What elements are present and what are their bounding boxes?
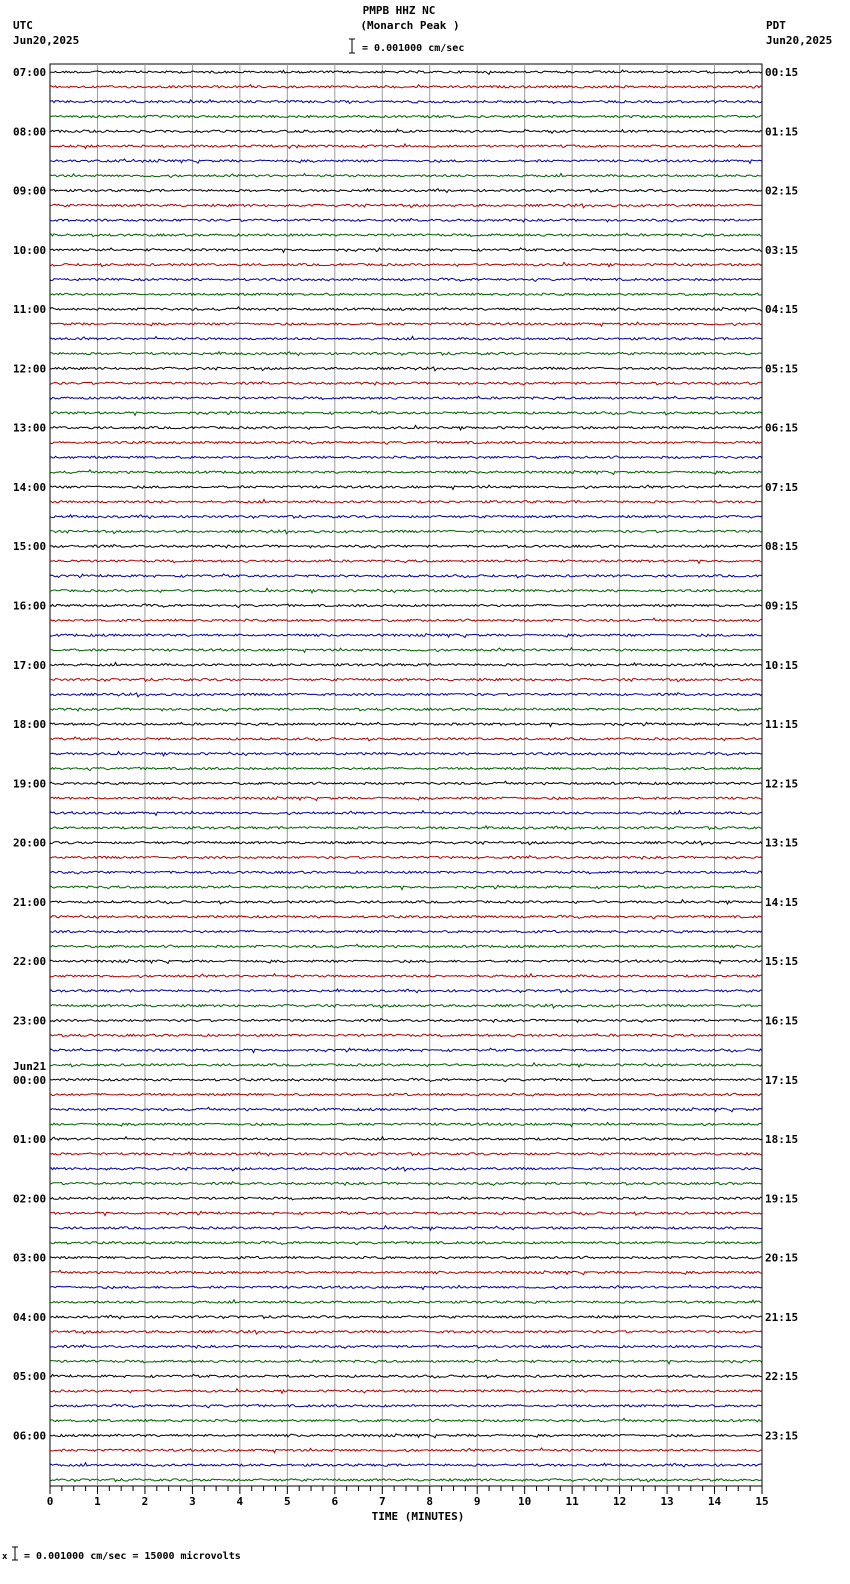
seismic-trace	[50, 336, 762, 340]
utc-hour-label: 07:00	[13, 66, 47, 79]
seismic-trace	[50, 129, 762, 133]
pdt-hour-label: 12:15	[765, 777, 799, 791]
x-tick-label: 0	[46, 1495, 54, 1508]
seismic-trace	[50, 1418, 762, 1422]
seismic-trace	[50, 1434, 762, 1438]
seismic-trace	[50, 204, 762, 208]
seismic-trace	[50, 989, 762, 993]
pdt-hour-label: 11:15	[765, 718, 799, 732]
seismic-trace	[50, 1078, 762, 1082]
seismic-trace	[50, 456, 762, 459]
seismic-trace	[50, 634, 762, 638]
seismic-trace	[50, 618, 762, 622]
seismic-trace	[50, 1448, 762, 1453]
seismic-trace	[50, 826, 762, 830]
seismic-trace	[50, 588, 762, 593]
seismic-trace	[50, 1374, 762, 1378]
seismic-trace	[50, 1479, 762, 1482]
right-date: Jun20,2025	[766, 34, 833, 47]
seismic-trace	[50, 1360, 762, 1364]
seismic-trace	[50, 441, 762, 445]
seismic-trace	[50, 425, 762, 430]
seismic-trace	[50, 662, 762, 666]
seismic-trace	[50, 559, 762, 563]
seismic-trace	[50, 545, 762, 549]
seismic-trace	[50, 262, 762, 266]
seismic-trace	[50, 574, 762, 578]
seismic-trace	[50, 722, 762, 726]
seismic-trace	[50, 189, 762, 193]
seismic-trace	[50, 382, 762, 386]
utc-hour-label: 14:00	[13, 480, 47, 494]
seismic-trace	[50, 248, 762, 252]
seismic-trace	[50, 841, 762, 845]
seismic-trace	[50, 752, 762, 756]
seismic-trace	[50, 1241, 762, 1245]
pdt-hour-label: 07:15	[765, 480, 799, 494]
utc-hour-label: 11:00	[13, 303, 47, 317]
pdt-hour-label: 01:15	[765, 125, 799, 139]
seismic-trace	[50, 1019, 762, 1023]
pdt-hour-label: 16:15	[765, 1014, 799, 1028]
right-timezone: PDT	[766, 19, 786, 32]
pdt-hour-label: 03:15	[765, 243, 799, 257]
seismic-trace	[50, 797, 762, 801]
seismic-trace	[50, 515, 762, 519]
seismic-trace	[50, 1345, 762, 1349]
seismic-trace	[50, 959, 762, 963]
scale-text: = 0.001000 cm/sec	[362, 43, 465, 54]
utc-hour-label: 23:00	[13, 1014, 47, 1028]
seismic-trace	[50, 1063, 762, 1067]
x-tick-label: 1	[94, 1495, 101, 1508]
seismic-trace	[50, 944, 762, 948]
pdt-hour-label: 00:15	[765, 66, 799, 79]
seismic-trace	[50, 604, 762, 608]
pdt-hour-label: 10:15	[765, 658, 799, 672]
seismic-trace	[50, 1182, 762, 1186]
utc-hour-label: 03:00	[13, 1251, 47, 1265]
x-tick-label: 13	[660, 1495, 674, 1508]
footer-mark: x	[2, 1552, 8, 1562]
seismic-trace	[50, 678, 762, 681]
pdt-hour-label: 21:15	[765, 1310, 799, 1324]
pdt-hour-label: 09:15	[765, 599, 799, 613]
seismic-trace	[50, 530, 762, 534]
seismic-trace	[50, 233, 762, 236]
x-tick-label: 7	[378, 1495, 386, 1508]
pdt-hour-label: 18:15	[765, 1133, 799, 1147]
seismic-trace	[50, 1300, 762, 1304]
seismic-trace	[50, 322, 762, 326]
seismic-trace	[50, 470, 762, 475]
seismic-trace	[50, 693, 762, 697]
left-date: Jun20,2025	[13, 34, 80, 47]
seismic-trace	[50, 1167, 762, 1171]
x-tick-label: 8	[426, 1495, 434, 1508]
seismic-trace	[50, 1137, 762, 1140]
utc-hour-label: 10:00	[13, 243, 47, 257]
seismic-trace	[50, 159, 762, 163]
seismic-trace	[50, 1048, 762, 1052]
pdt-hour-label: 02:15	[765, 184, 799, 198]
pdt-hour-label: 23:15	[765, 1429, 799, 1443]
seismic-trace	[50, 1107, 762, 1112]
seismic-trace	[50, 278, 762, 282]
seismic-trace	[50, 1256, 762, 1259]
seismic-trace	[50, 648, 762, 653]
seismic-trace	[50, 1004, 762, 1008]
utc-hour-label: 05:00	[13, 1370, 47, 1384]
x-tick-label: 12	[612, 1495, 627, 1508]
utc-hour-label: 13:00	[13, 421, 47, 435]
x-tick-label: 15	[755, 1495, 769, 1508]
seismic-trace	[50, 367, 762, 371]
x-tick-label: 14	[707, 1495, 722, 1508]
seismic-trace	[50, 1404, 762, 1408]
station-location: (Monarch Peak )	[360, 19, 460, 32]
seismic-trace	[50, 218, 762, 222]
seismic-trace	[50, 499, 762, 503]
utc-hour-label: 12:00	[13, 362, 47, 376]
seismic-trace	[50, 144, 762, 149]
utc-hour-label: 22:00	[13, 955, 47, 969]
seismic-trace	[50, 1197, 762, 1200]
pdt-hour-label: 04:15	[765, 303, 799, 317]
seismic-trace	[50, 1211, 762, 1215]
x-tick-label: 3	[189, 1495, 196, 1508]
station-title: PMPB HHZ NC	[362, 4, 436, 17]
seismic-trace	[50, 1122, 762, 1126]
pdt-hour-label: 06:15	[765, 421, 799, 435]
x-tick-label: 6	[331, 1495, 339, 1508]
seismic-trace	[50, 767, 762, 770]
x-tick-label: 5	[284, 1495, 291, 1508]
footer-scale-text: = 0.001000 cm/sec = 15000 microvolts	[24, 1551, 241, 1562]
seismic-trace	[50, 915, 762, 919]
seismic-trace	[50, 900, 762, 904]
seismic-trace	[50, 885, 762, 889]
seismic-trace	[50, 1034, 762, 1037]
utc-hour-label: 15:00	[13, 540, 47, 554]
seismic-trace	[50, 1270, 762, 1275]
utc-hour-label: 04:00	[13, 1310, 47, 1324]
pdt-hour-label: 14:15	[765, 895, 799, 909]
pdt-hour-label: 08:15	[765, 540, 799, 554]
left-timezone: UTC	[13, 19, 33, 32]
seismic-trace	[50, 115, 762, 118]
utc-hour-label: 16:00	[13, 599, 47, 613]
seismic-trace	[50, 856, 762, 860]
seismic-trace	[50, 1330, 762, 1334]
seismic-trace	[50, 811, 762, 816]
seismic-trace	[50, 352, 762, 356]
seismic-trace	[50, 1389, 762, 1394]
seismic-trace	[50, 974, 762, 978]
utc-hour-label: 09:00	[13, 184, 47, 198]
x-tick-label: 10	[518, 1495, 532, 1508]
x-tick-label: 9	[473, 1495, 481, 1508]
pdt-hour-label: 15:15	[765, 955, 799, 969]
seismic-trace	[50, 70, 762, 74]
pdt-hour-label: 13:15	[765, 836, 799, 850]
seismic-trace	[50, 708, 762, 711]
utc-hour-label: 20:00	[13, 836, 47, 850]
utc-hour-label: 18:00	[13, 718, 47, 732]
seismic-trace	[50, 781, 762, 785]
utc-hour-label: 02:00	[13, 1192, 47, 1206]
x-tick-label: 11	[565, 1495, 579, 1508]
seismic-trace	[50, 411, 762, 415]
pdt-hour-label: 19:15	[765, 1192, 799, 1206]
seismic-trace	[50, 307, 762, 312]
seismic-trace	[50, 1152, 762, 1156]
seismic-trace	[50, 1463, 762, 1467]
seismic-trace	[50, 737, 762, 741]
x-tick-label: 4	[236, 1495, 244, 1508]
seismic-trace	[50, 930, 762, 933]
utc-hour-label: 06:00	[13, 1429, 47, 1443]
utc-hour-label: 00:00	[13, 1073, 47, 1087]
seismic-trace	[50, 396, 762, 399]
utc-hour-label: 17:00	[13, 658, 47, 672]
seismic-trace	[50, 173, 762, 177]
seismic-trace	[50, 485, 762, 490]
utc-hour-label: 21:00	[13, 895, 47, 909]
x-axis-label: TIME (MINUTES)	[371, 1510, 465, 1523]
utc-hour-label: 08:00	[13, 125, 47, 139]
utc-hour-label: 19:00	[13, 777, 47, 791]
seismic-trace	[50, 85, 762, 89]
seismic-trace	[50, 871, 762, 874]
pdt-hour-label: 17:15	[765, 1073, 799, 1087]
seismic-trace	[50, 100, 762, 104]
pdt-hour-label: 22:15	[765, 1370, 799, 1384]
pdt-hour-label: 05:15	[765, 362, 799, 376]
utc-hour-label: 01:00	[13, 1133, 47, 1147]
pdt-hour-label: 20:15	[765, 1251, 799, 1265]
seismic-trace	[50, 1226, 762, 1230]
seismic-trace	[50, 1285, 762, 1290]
seismic-trace	[50, 1093, 762, 1096]
x-tick-label: 2	[141, 1495, 149, 1508]
seismic-trace	[50, 293, 762, 296]
date-change-label: Jun21	[13, 1059, 47, 1073]
seismic-trace	[50, 1315, 762, 1319]
